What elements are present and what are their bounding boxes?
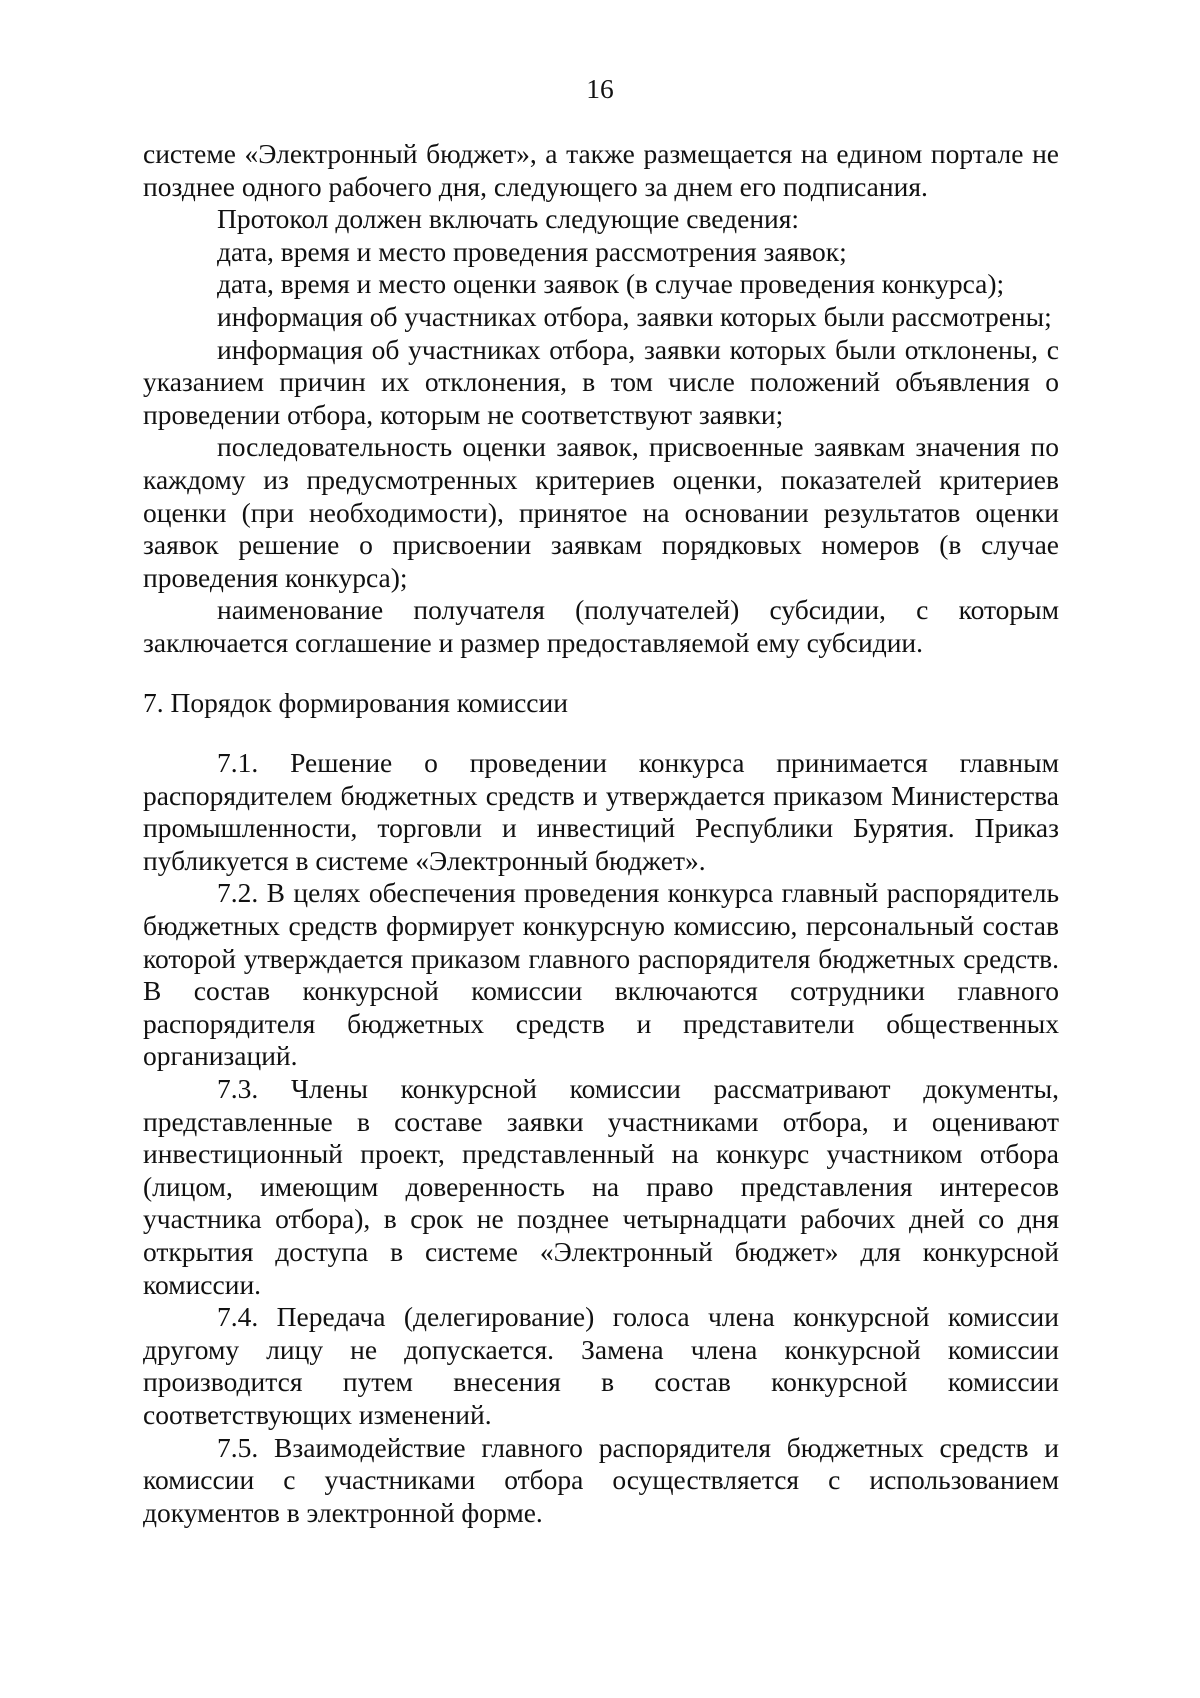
list-item-date-review: дата, время и место проведения рассмотрения заявок; xyxy=(217,235,847,267)
list-item-reviewed-participants: информация об участниках отбора, заявки которых были рассмотрены; xyxy=(217,300,1052,332)
page-number: 16 xyxy=(586,73,614,104)
list-item-rejected-participants: информация об участниках отбора, заявки которых были отклонены, с указанием причин их отклонения, в том числе положений объявления о проведении отбора, которым не соответствуют заявки; xyxy=(143,333,1059,430)
list-item-date-evaluation: дата, время и место оценки заявок (в случае проведения конкурса); xyxy=(217,268,1005,300)
clause-7-3: 7.3. Члены конкурсной комиссии рассматривают документы, представленные в составе заявки участниками отбора, и оценивают инвестиционный проект, представленный на конкурс участником отбора (лицом, имеющим доверенность на право представления интересов участника отбора), в срок не позднее четырнадцати рабочих дней со дня открытия доступа в системе «Электронный бюджет» для конкурсной комиссии. xyxy=(143,1073,1059,1300)
clause-7-1: 7.1. Решение о проведении конкурса принимается главным распорядителем бюджетных средств и утверждается приказом Министерства промышленности, торговли и инвестиций Республики Бурятия. Приказ публикуется в системе «Электронный бюджет». xyxy=(143,747,1059,876)
paragraph-protocol-intro: Протокол должен включать следующие сведения: xyxy=(217,203,800,235)
list-item-recipient-name: наименование получателя (получателей) субсидии, с которым заключается соглашение и размер предоставляемой ему субсидии. xyxy=(143,594,1059,658)
document-body xyxy=(143,138,1059,1529)
list-item-evaluation-sequence: последовательность оценки заявок, присвоенные заявкам значения по каждому из предусмотренных критериев оценки, показателей критериев оценки (при необходимости), принятое на основании результатов оценки заявок решение о присвоении заявкам порядковых номеров (в случае проведения конкурса); xyxy=(143,431,1059,593)
paragraph-continuation: системе «Электронный бюджет», а также размещается на едином портале не позднее одного рабочего дня, следующего за днем его подписания. xyxy=(143,138,1059,202)
clause-7-5: 7.5. Взаимодействие главного распорядителя бюджетных средств и комиссии с участниками отбора осуществляется с использованием документов в электронной форме. xyxy=(143,1431,1059,1528)
clause-7-2: 7.2. В целях обеспечения проведения конкурса главный распорядитель бюджетных средств формирует конкурсную комиссию, персональный состав которой утверждается приказом главного распорядителя бюджетных средств. В состав конкурсной комиссии включаются сотрудники главного распорядителя бюджетных средств и представители общественных организаций. xyxy=(143,877,1059,1072)
clause-7-4: 7.4. Передача (делегирование) голоса члена конкурсной комиссии другому лицу не допускается. Замена члена конкурсной комиссии производится путем внесения в состав конкурсной комиссии соответствующих изменений. xyxy=(143,1301,1059,1430)
section-heading: 7. Порядок формирования комиссии xyxy=(143,686,568,718)
